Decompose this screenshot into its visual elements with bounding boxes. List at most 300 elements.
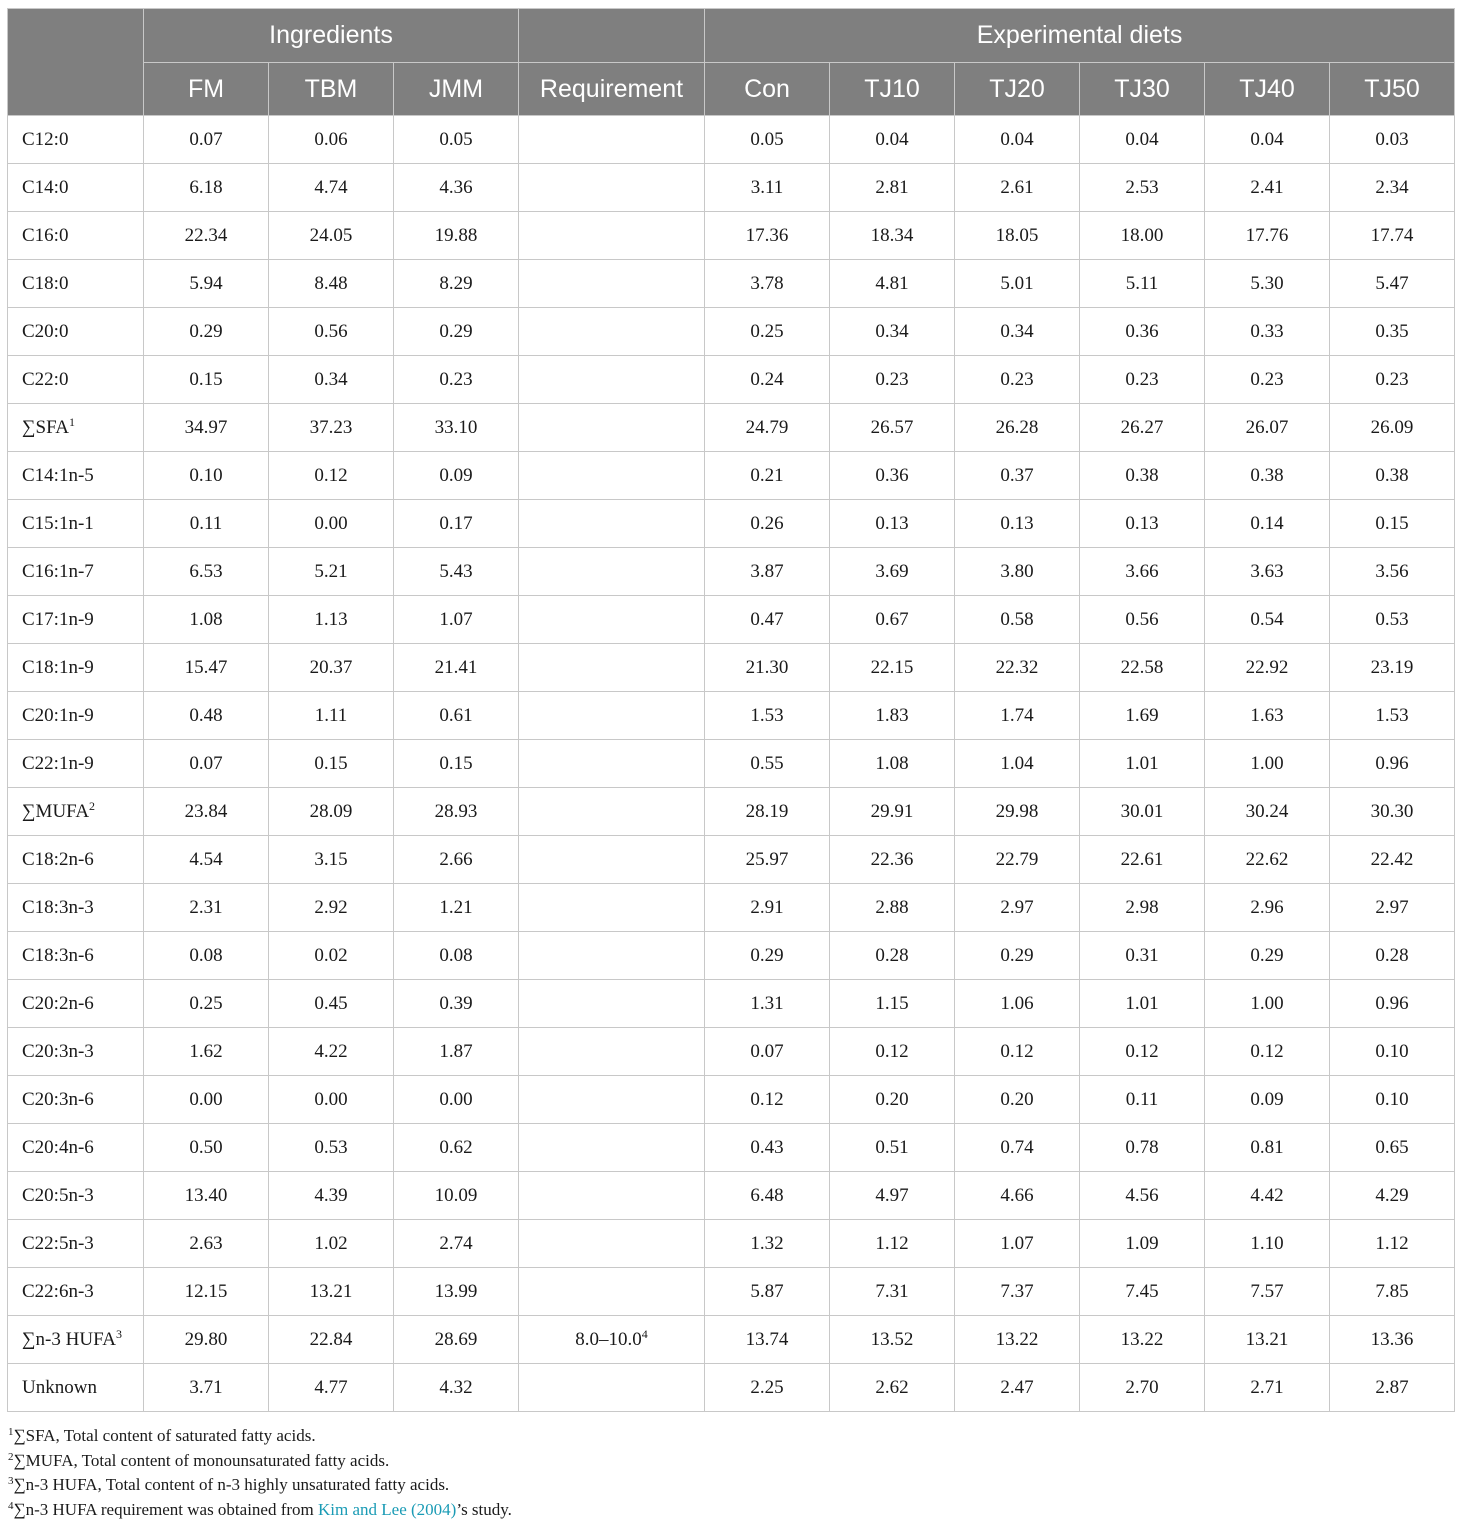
cell-value: 0.15 bbox=[314, 752, 348, 774]
table-cell bbox=[705, 596, 830, 644]
table-cell bbox=[394, 1124, 519, 1172]
table-cell bbox=[955, 1268, 1080, 1316]
table-cell bbox=[519, 500, 705, 548]
table-cell bbox=[394, 548, 519, 596]
cell-value: 0.36 bbox=[875, 464, 909, 486]
table-cell bbox=[519, 644, 705, 692]
table-row bbox=[8, 164, 1455, 212]
table-cell bbox=[1205, 644, 1330, 692]
table-cell bbox=[1330, 1028, 1455, 1076]
table-cell bbox=[394, 740, 519, 788]
table-row bbox=[8, 1028, 1455, 1076]
cell-value: 6.53 bbox=[189, 560, 223, 582]
cell-value: 0.29 bbox=[1250, 944, 1284, 966]
cell-value: 1.32 bbox=[750, 1232, 784, 1254]
cell-value: 0.29 bbox=[439, 320, 473, 342]
cell-value: 2.91 bbox=[750, 896, 784, 918]
table-cell bbox=[705, 1220, 830, 1268]
table-cell bbox=[1080, 1316, 1205, 1364]
table-cell bbox=[1330, 1220, 1455, 1268]
table-cell bbox=[830, 212, 955, 260]
table-row bbox=[8, 740, 1455, 788]
cell-value: 22.34 bbox=[184, 224, 228, 246]
table-cell bbox=[705, 692, 830, 740]
table-cell bbox=[144, 1268, 269, 1316]
cell-value: 0.56 bbox=[314, 320, 348, 342]
cell-value: 5.47 bbox=[1375, 272, 1409, 294]
table-row bbox=[8, 644, 1455, 692]
table-cell bbox=[519, 932, 705, 980]
table-cell bbox=[955, 596, 1080, 644]
cell-value: 3.78 bbox=[750, 272, 784, 294]
table-cell bbox=[1205, 452, 1330, 500]
table-cell bbox=[955, 1124, 1080, 1172]
table-cell bbox=[830, 500, 955, 548]
footnote-ref: 2 bbox=[89, 798, 96, 813]
table-cell bbox=[1080, 1076, 1205, 1124]
cell-value: 34.97 bbox=[184, 416, 228, 438]
cell-value: 0.03 bbox=[1375, 128, 1409, 150]
cell-value: 0.09 bbox=[1250, 1088, 1284, 1110]
cell-value: 2.53 bbox=[1125, 176, 1159, 198]
table-cell bbox=[830, 1028, 955, 1076]
table-cell bbox=[955, 788, 1080, 836]
row-label-text: C18:3n-3 bbox=[22, 896, 94, 918]
column-header: TJ40 bbox=[1205, 63, 1330, 116]
table-cell bbox=[144, 596, 269, 644]
row-label-text: C22:1n-9 bbox=[22, 752, 94, 774]
table-cell bbox=[1080, 212, 1205, 260]
row-label bbox=[8, 308, 144, 356]
table-cell bbox=[1080, 740, 1205, 788]
table-cell bbox=[144, 1124, 269, 1172]
cell-value: 0.28 bbox=[875, 944, 909, 966]
table-cell bbox=[705, 1124, 830, 1172]
cell-value: 26.57 bbox=[870, 416, 914, 438]
table-cell bbox=[1330, 644, 1455, 692]
cell-value: 5.21 bbox=[314, 560, 348, 582]
cell-value: 33.10 bbox=[434, 416, 478, 438]
table-cell bbox=[1205, 788, 1330, 836]
table-cell bbox=[1080, 644, 1205, 692]
table-cell bbox=[1330, 932, 1455, 980]
cell-value: 4.54 bbox=[189, 848, 223, 870]
cell-value: 1.13 bbox=[314, 608, 348, 630]
table-cell bbox=[394, 980, 519, 1028]
table-cell bbox=[144, 356, 269, 404]
table-row bbox=[8, 1220, 1455, 1268]
cell-value: 0.12 bbox=[875, 1040, 909, 1062]
cell-value: 0.29 bbox=[1000, 944, 1034, 966]
header-ingredients: Ingredients bbox=[144, 9, 519, 63]
table-cell bbox=[394, 788, 519, 836]
table-row bbox=[8, 884, 1455, 932]
table-cell bbox=[1330, 212, 1455, 260]
cell-value: 0.17 bbox=[439, 512, 473, 534]
table-cell bbox=[705, 884, 830, 932]
cell-value: 4.42 bbox=[1250, 1184, 1284, 1206]
table-cell bbox=[1205, 1076, 1330, 1124]
table-cell bbox=[830, 788, 955, 836]
table-cell bbox=[269, 500, 394, 548]
cell-value: 2.63 bbox=[189, 1232, 223, 1254]
cell-value: 17.74 bbox=[1370, 224, 1414, 246]
cell-value: 0.29 bbox=[750, 944, 784, 966]
cell-value: 24.05 bbox=[309, 224, 353, 246]
cell-value: 0.02 bbox=[314, 944, 348, 966]
header-group-row bbox=[8, 9, 1455, 63]
cell-value: 0.12 bbox=[314, 464, 348, 486]
cell-value: 6.18 bbox=[189, 176, 223, 198]
row-label-text: C22:6n-3 bbox=[22, 1280, 94, 1302]
cell-value: 0.12 bbox=[1125, 1040, 1159, 1062]
table-cell bbox=[394, 404, 519, 452]
table-cell bbox=[394, 260, 519, 308]
table-row bbox=[8, 1364, 1455, 1412]
table-cell bbox=[394, 500, 519, 548]
header-requirement-top bbox=[519, 9, 705, 63]
cell-value: 0.04 bbox=[1125, 128, 1159, 150]
table-row bbox=[8, 836, 1455, 884]
table-cell bbox=[394, 932, 519, 980]
cell-value: 0.04 bbox=[875, 128, 909, 150]
table-cell bbox=[1205, 1316, 1330, 1364]
cell-value: 1.11 bbox=[314, 704, 348, 726]
cell-value: 0.00 bbox=[189, 1088, 223, 1110]
footnote-ref: 3 bbox=[115, 1326, 122, 1341]
table-cell bbox=[394, 1316, 519, 1364]
table-cell bbox=[1330, 356, 1455, 404]
cell-value: 2.62 bbox=[875, 1376, 909, 1398]
cell-value: 26.07 bbox=[1245, 416, 1289, 438]
table-cell bbox=[144, 884, 269, 932]
cell-value: 28.93 bbox=[434, 800, 478, 822]
table-cell bbox=[269, 308, 394, 356]
table-cell bbox=[394, 116, 519, 164]
footnotes bbox=[8, 1424, 512, 1522]
row-label bbox=[8, 1076, 144, 1124]
cell-value: 5.30 bbox=[1250, 272, 1284, 294]
cell-value: 0.13 bbox=[1125, 512, 1159, 534]
table-cell bbox=[394, 1172, 519, 1220]
table-cell bbox=[269, 260, 394, 308]
row-label-text: C20:0 bbox=[22, 320, 69, 342]
cell-value: 0.08 bbox=[439, 944, 473, 966]
row-label bbox=[8, 212, 144, 260]
cell-value: 0.09 bbox=[439, 464, 473, 486]
table-cell bbox=[394, 452, 519, 500]
table-cell bbox=[1205, 500, 1330, 548]
footnote-text: ∑MUFA, Total content of monounsaturated fatty acids. bbox=[13, 1450, 390, 1470]
table-cell bbox=[1205, 980, 1330, 1028]
table-cell bbox=[705, 404, 830, 452]
cell-value: 0.31 bbox=[1125, 944, 1159, 966]
cell-value: 0.54 bbox=[1250, 608, 1284, 630]
cell-value: 29.91 bbox=[870, 800, 914, 822]
cell-value: 0.14 bbox=[1250, 512, 1284, 534]
table-cell bbox=[519, 980, 705, 1028]
cell-value: 1.07 bbox=[1000, 1232, 1034, 1254]
table-cell bbox=[1080, 884, 1205, 932]
cell-value: 0.12 bbox=[750, 1088, 784, 1110]
table-cell bbox=[269, 836, 394, 884]
row-label-text: C18:3n-6 bbox=[22, 944, 94, 966]
table-cell bbox=[1080, 1172, 1205, 1220]
cell-value: 8.0–10.0 bbox=[575, 1328, 642, 1350]
column-header: TJ30 bbox=[1080, 63, 1205, 116]
footnote-4 bbox=[8, 1498, 512, 1523]
row-label bbox=[8, 740, 144, 788]
cell-value: 1.87 bbox=[439, 1040, 473, 1062]
row-label-text: ∑SFA bbox=[22, 416, 69, 438]
table-cell bbox=[955, 1220, 1080, 1268]
table-cell bbox=[830, 1172, 955, 1220]
cell-value: 5.11 bbox=[1125, 272, 1159, 294]
table-cell bbox=[394, 1268, 519, 1316]
table-cell bbox=[269, 212, 394, 260]
cell-value: 22.84 bbox=[309, 1328, 353, 1350]
cell-value: 6.48 bbox=[750, 1184, 784, 1206]
cell-value: 0.51 bbox=[875, 1136, 909, 1158]
cell-value: 3.11 bbox=[750, 176, 784, 198]
table-cell bbox=[1330, 164, 1455, 212]
table-cell bbox=[519, 740, 705, 788]
table-cell bbox=[269, 404, 394, 452]
table-cell bbox=[1330, 740, 1455, 788]
cell-value: 10.09 bbox=[434, 1184, 478, 1206]
cell-value: 0.61 bbox=[439, 704, 473, 726]
table-cell bbox=[955, 1364, 1080, 1412]
cell-value: 23.19 bbox=[1370, 656, 1414, 678]
table-cell bbox=[144, 500, 269, 548]
cell-value: 2.70 bbox=[1125, 1376, 1159, 1398]
cell-value: 2.92 bbox=[314, 896, 348, 918]
cell-value: 0.15 bbox=[189, 368, 223, 390]
table-cell bbox=[705, 1268, 830, 1316]
cell-value: 21.30 bbox=[745, 656, 789, 678]
table-cell bbox=[144, 980, 269, 1028]
table-cell bbox=[1205, 356, 1330, 404]
table-cell bbox=[519, 452, 705, 500]
table-row bbox=[8, 1268, 1455, 1316]
table-cell bbox=[269, 116, 394, 164]
cell-value: 0.43 bbox=[750, 1136, 784, 1158]
table-cell bbox=[1205, 692, 1330, 740]
table-cell bbox=[830, 1124, 955, 1172]
cell-value: 0.38 bbox=[1375, 464, 1409, 486]
footnote-marker: 3 bbox=[8, 1475, 14, 1487]
table-cell bbox=[830, 932, 955, 980]
cell-value: 13.74 bbox=[745, 1328, 789, 1350]
cell-value: 5.43 bbox=[439, 560, 473, 582]
cell-value: 29.80 bbox=[184, 1328, 228, 1350]
table-cell bbox=[394, 1028, 519, 1076]
citation-link[interactable]: Kim and Lee (2004) bbox=[318, 1499, 457, 1519]
table-cell bbox=[269, 1028, 394, 1076]
table-cell bbox=[144, 1172, 269, 1220]
table-cell bbox=[269, 1268, 394, 1316]
footnote-text: ∑n-3 HUFA, Total content of n-3 highly unsaturated fatty acids. bbox=[13, 1475, 450, 1494]
cell-value: 22.92 bbox=[1245, 656, 1289, 678]
table-cell bbox=[269, 1172, 394, 1220]
table-row bbox=[8, 1076, 1455, 1124]
row-label bbox=[8, 692, 144, 740]
table-cell bbox=[830, 308, 955, 356]
table-cell bbox=[705, 1364, 830, 1412]
cell-value: 37.23 bbox=[309, 416, 353, 438]
table-cell bbox=[955, 164, 1080, 212]
table-cell bbox=[1205, 1028, 1330, 1076]
row-label-text: C12:0 bbox=[22, 128, 69, 150]
table-cell bbox=[705, 1172, 830, 1220]
table-cell bbox=[1330, 1316, 1455, 1364]
row-label bbox=[8, 644, 144, 692]
cell-value: 1.02 bbox=[314, 1232, 348, 1254]
table-cell bbox=[1330, 1076, 1455, 1124]
table-cell bbox=[830, 644, 955, 692]
table-cell bbox=[1080, 164, 1205, 212]
cell-value: 1.83 bbox=[875, 704, 909, 726]
table-cell bbox=[269, 1316, 394, 1364]
table-cell bbox=[144, 260, 269, 308]
header-corner-cell bbox=[8, 9, 144, 116]
cell-value: 1.63 bbox=[1250, 704, 1284, 726]
table-cell bbox=[830, 1316, 955, 1364]
table-row bbox=[8, 404, 1455, 452]
cell-value: 1.00 bbox=[1250, 752, 1284, 774]
cell-value: 0.50 bbox=[189, 1136, 223, 1158]
table-cell bbox=[144, 1220, 269, 1268]
cell-value: 18.34 bbox=[870, 224, 914, 246]
cell-value: 0.05 bbox=[439, 128, 473, 150]
table-cell bbox=[705, 500, 830, 548]
row-label bbox=[8, 1364, 144, 1412]
table-cell bbox=[705, 308, 830, 356]
row-label bbox=[8, 548, 144, 596]
table-cell bbox=[955, 740, 1080, 788]
table-cell bbox=[1205, 740, 1330, 788]
table-row bbox=[8, 356, 1455, 404]
cell-value: 0.34 bbox=[875, 320, 909, 342]
table-cell bbox=[955, 116, 1080, 164]
cell-value: 1.62 bbox=[189, 1040, 223, 1062]
table-cell bbox=[269, 452, 394, 500]
cell-value: 0.12 bbox=[1250, 1040, 1284, 1062]
column-header: Requirement bbox=[519, 63, 705, 116]
table-cell bbox=[1205, 308, 1330, 356]
cell-value: 3.63 bbox=[1250, 560, 1284, 582]
table-cell bbox=[1205, 1172, 1330, 1220]
cell-value: 20.37 bbox=[309, 656, 353, 678]
cell-value: 1.09 bbox=[1125, 1232, 1159, 1254]
cell-value: 18.00 bbox=[1120, 224, 1164, 246]
table-cell bbox=[705, 836, 830, 884]
table-cell bbox=[705, 116, 830, 164]
table-cell bbox=[1330, 260, 1455, 308]
cell-value: 3.66 bbox=[1125, 560, 1159, 582]
cell-value: 0.67 bbox=[875, 608, 909, 630]
table-cell bbox=[519, 1364, 705, 1412]
table-cell bbox=[1080, 116, 1205, 164]
cell-value: 4.29 bbox=[1375, 1184, 1409, 1206]
cell-value: 1.53 bbox=[1375, 704, 1409, 726]
cell-value: 0.47 bbox=[750, 608, 784, 630]
footnote-3 bbox=[8, 1473, 512, 1498]
cell-value: 3.80 bbox=[1000, 560, 1034, 582]
table-cell bbox=[1330, 452, 1455, 500]
table-cell bbox=[394, 836, 519, 884]
row-label bbox=[8, 1268, 144, 1316]
table-cell bbox=[1080, 980, 1205, 1028]
cell-value: 0.78 bbox=[1125, 1136, 1159, 1158]
cell-value: 0.36 bbox=[1125, 320, 1159, 342]
cell-value: 0.39 bbox=[439, 992, 473, 1014]
cell-value: 7.37 bbox=[1000, 1280, 1034, 1302]
table-cell bbox=[1330, 836, 1455, 884]
cell-value: 0.13 bbox=[1000, 512, 1034, 534]
row-label-text: C20:4n-6 bbox=[22, 1136, 94, 1158]
cell-value: 0.05 bbox=[750, 128, 784, 150]
table-cell bbox=[955, 356, 1080, 404]
row-label-text: C14:1n-5 bbox=[22, 464, 94, 486]
table-cell bbox=[144, 1364, 269, 1412]
row-label bbox=[8, 1172, 144, 1220]
cell-value: 0.53 bbox=[1375, 608, 1409, 630]
table-cell bbox=[519, 548, 705, 596]
table-cell bbox=[1080, 1364, 1205, 1412]
table-cell bbox=[1330, 884, 1455, 932]
cell-value: 0.00 bbox=[314, 512, 348, 534]
cell-value: 1.15 bbox=[875, 992, 909, 1014]
cell-value: 0.13 bbox=[875, 512, 909, 534]
table-cell bbox=[1330, 1124, 1455, 1172]
table-cell bbox=[1330, 500, 1455, 548]
table-cell bbox=[955, 500, 1080, 548]
cell-value: 0.10 bbox=[189, 464, 223, 486]
cell-value: 28.69 bbox=[434, 1328, 478, 1350]
cell-value: 5.01 bbox=[1000, 272, 1034, 294]
cell-value: 4.39 bbox=[314, 1184, 348, 1206]
cell-value: 17.76 bbox=[1245, 224, 1289, 246]
table-cell bbox=[144, 164, 269, 212]
column-header: TJ20 bbox=[955, 63, 1080, 116]
footnote-text: ∑n-3 HUFA requirement was obtained from bbox=[13, 1499, 319, 1519]
cell-value: 17.36 bbox=[745, 224, 789, 246]
column-header: Con bbox=[705, 63, 830, 116]
table-cell bbox=[955, 452, 1080, 500]
cell-value: 0.45 bbox=[314, 992, 348, 1014]
table-cell bbox=[519, 1028, 705, 1076]
table-row bbox=[8, 212, 1455, 260]
cell-value: 0.23 bbox=[875, 368, 909, 390]
cell-value: 0.07 bbox=[189, 752, 223, 774]
cell-value: 13.52 bbox=[870, 1328, 914, 1350]
cell-value: 30.01 bbox=[1120, 800, 1164, 822]
column-header: FM bbox=[144, 63, 269, 116]
cell-value: 2.97 bbox=[1375, 896, 1409, 918]
cell-value: 24.79 bbox=[745, 416, 789, 438]
cell-value: 8.29 bbox=[439, 272, 473, 294]
row-label-text: C17:1n-9 bbox=[22, 608, 94, 630]
table-cell bbox=[1330, 548, 1455, 596]
cell-value: 13.36 bbox=[1370, 1328, 1414, 1350]
table-cell bbox=[830, 980, 955, 1028]
cell-value: 3.87 bbox=[750, 560, 784, 582]
table-cell bbox=[1080, 260, 1205, 308]
table-cell bbox=[1205, 932, 1330, 980]
table-cell bbox=[269, 1364, 394, 1412]
cell-value: 0.25 bbox=[750, 320, 784, 342]
